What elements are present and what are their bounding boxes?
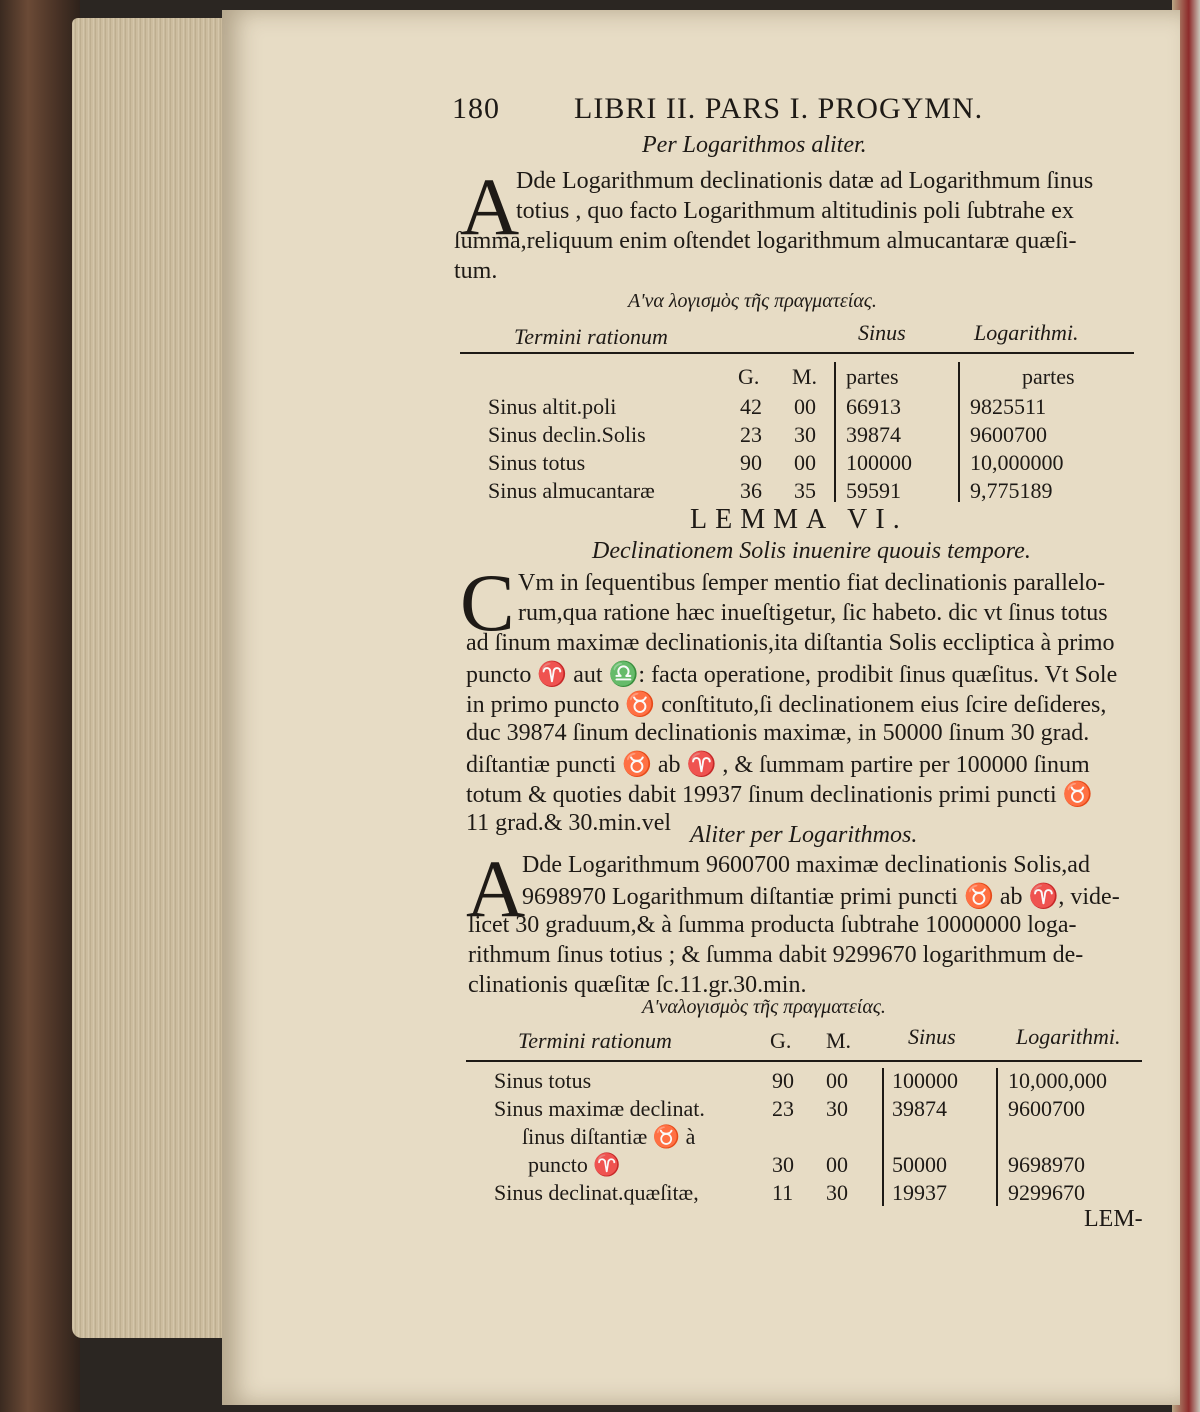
table-row-label: Sinus declin.Solis — [488, 422, 646, 447]
running-head: LIBRI II. PARS I. PROGYMN. — [574, 92, 984, 125]
table-cell-log: 9600700 — [1008, 1096, 1085, 1121]
column-header-terms: Termini rationum — [514, 324, 668, 349]
table-cell-log: 9600700 — [970, 422, 1047, 447]
table-cell-g: 90 — [740, 450, 762, 475]
table-cell-log: 10,000,000 — [1008, 1068, 1107, 1093]
table-cell-m: 30 — [794, 422, 816, 447]
table-cell-m: 00 — [826, 1068, 848, 1093]
table-cell-log: 10,000000 — [970, 450, 1064, 475]
book-page — [222, 10, 1180, 1405]
column-header-logarithmi: Logarithmi. — [974, 320, 1079, 345]
table-cell-g: 42 — [740, 394, 762, 419]
drop-cap: C — [460, 557, 515, 648]
table-column-rule — [834, 362, 836, 502]
table-cell-sinus: 66913 — [846, 394, 901, 419]
table-cell-g: 11 — [772, 1180, 794, 1205]
text-line: 9698970 Logarithmum diſtantiæ primi puncti ♉ ab ♈, vide- — [522, 884, 1120, 910]
table-column-rule — [996, 1068, 998, 1206]
table-cell-g: 23 — [772, 1096, 794, 1121]
table-cell-sinus: 39874 — [892, 1096, 947, 1121]
text-line: puncto ♈ aut ♎: facta operatione, prodibit ſinus quæſitus. Vt Sole — [466, 662, 1118, 688]
text-line: Dde Logarithmum declinationis datæ ad Logarithmum ſinus — [516, 168, 1094, 194]
table-caption: Α'ναλογισμὸς τῆς πραγματείας. — [642, 996, 886, 1018]
table-cell-log: 9,775189 — [970, 478, 1053, 503]
column-header-sinus: Sinus — [908, 1024, 956, 1049]
table-cell-sinus: 59591 — [846, 478, 901, 503]
table-cell-m: 00 — [794, 394, 816, 419]
table-cell-m: 00 — [826, 1152, 848, 1177]
text-line: Vm in ſequentibus ſemper mentio fiat declinationis parallelo- — [518, 570, 1106, 596]
text-line: duc 39874 ſinum declinationis maximæ, in 50000 ſinum 30 grad. — [466, 720, 1090, 746]
subheader-m: M. — [792, 364, 818, 389]
table-cell-g: 90 — [772, 1068, 794, 1093]
table-row-label: ſinus diſtantiæ ♉ à — [522, 1124, 696, 1149]
table-column-rule — [958, 362, 960, 502]
text-line: in primo puncto ♉ conſtituto,ſi declinationem eius ſcire deſideres, — [466, 692, 1107, 718]
lemma-title: LEMMA VI. — [690, 504, 908, 535]
table-row-label: Sinus totus — [488, 450, 586, 475]
column-header-logarithmi: Logarithmi. — [1016, 1024, 1121, 1049]
text-line: clinationis quæſitæ ſc.11.gr.30.min. — [468, 972, 807, 998]
book-spine — [0, 0, 80, 1412]
drop-cap: A — [460, 161, 520, 252]
catchword: LEM- — [1084, 1206, 1143, 1232]
table-cell-g: 30 — [772, 1152, 794, 1177]
text-line: licet 30 graduum,& à ſumma producta ſubtrahe 10000000 loga- — [468, 912, 1077, 938]
table-cell-log: 9299670 — [1008, 1180, 1085, 1205]
column-header-g: G. — [770, 1028, 792, 1053]
table-cell-sinus: 39874 — [846, 422, 901, 447]
table-rule — [466, 1060, 1142, 1062]
text-line: 11 grad.& 30.min.vel — [466, 810, 672, 836]
table-cell-m: 35 — [794, 478, 816, 503]
table-row-label: Sinus declinat.quæſitæ, — [494, 1180, 699, 1205]
section-title: Aliter per Logarithmos. — [690, 822, 918, 848]
column-header-m: M. — [826, 1028, 852, 1053]
table-row-label: Sinus almucantaræ — [488, 478, 655, 503]
table-cell-m: 30 — [826, 1096, 848, 1121]
table-cell-sinus: 19937 — [892, 1180, 947, 1205]
text-line: ad ſinum maximæ declinationis,ita diſtantia Solis eccliptica à primo — [466, 630, 1115, 656]
table-cell-log: 9825511 — [970, 394, 1047, 419]
subheader-g: G. — [738, 364, 760, 389]
subheader-partes: partes — [1022, 364, 1075, 389]
table-cell-m: 30 — [826, 1180, 848, 1205]
table-cell-g: 36 — [740, 478, 762, 503]
lemma-subtitle: Declinationem Solis inuenire quouis tempore. — [592, 538, 1031, 564]
table-row-label: puncto ♈ — [528, 1152, 621, 1177]
text-line: totius , quo facto Logarithmum altitudinis poli ſubtrahe ex — [516, 198, 1074, 224]
drop-cap: A — [466, 843, 526, 934]
page-block-edges — [72, 18, 232, 1338]
section-title: Per Logarithmos aliter. — [642, 132, 867, 158]
column-header-sinus: Sinus — [858, 320, 906, 345]
table-cell-g: 23 — [740, 422, 762, 447]
text-line: totum & quoties dabit 19937 ſinum declinationis primi puncti ♉ — [466, 782, 1093, 808]
table-cell-sinus: 100000 — [892, 1068, 958, 1093]
table-column-rule — [882, 1068, 884, 1206]
table-rule — [460, 352, 1134, 354]
text-line: rithmum ſinus totius ; & ſumma dabit 9299670 logarithmum de- — [468, 942, 1084, 968]
table-row-label: Sinus totus — [494, 1068, 592, 1093]
table-row-label: Sinus maximæ declinat. — [494, 1096, 705, 1121]
subheader-partes: partes — [846, 364, 899, 389]
table-caption: Α'να λογισμὸς τῆς πραγματείας. — [628, 290, 877, 312]
table-cell-m: 00 — [794, 450, 816, 475]
table-cell-log: 9698970 — [1008, 1152, 1085, 1177]
text-line: tum. — [454, 258, 498, 284]
table-row-label: Sinus altit.poli — [488, 394, 617, 419]
text-line: rum,qua ratione hæc inueſtigetur, ſic habeto. dic vt ſinus totus — [518, 600, 1108, 626]
page-number: 180 — [452, 92, 500, 125]
table-cell-sinus: 50000 — [892, 1152, 947, 1177]
text-line: ſumma,reliquum enim oſtendet logarithmum almucantaræ quæſi- — [454, 228, 1077, 254]
text-line: Dde Logarithmum 9600700 maximæ declinationis Solis,ad — [522, 852, 1090, 878]
text-line: diſtantiæ puncti ♉ ab ♈ , & ſummam partire per 100000 ſinum — [466, 752, 1090, 778]
column-header-terms: Termini rationum — [518, 1028, 672, 1053]
table-cell-sinus: 100000 — [846, 450, 912, 475]
